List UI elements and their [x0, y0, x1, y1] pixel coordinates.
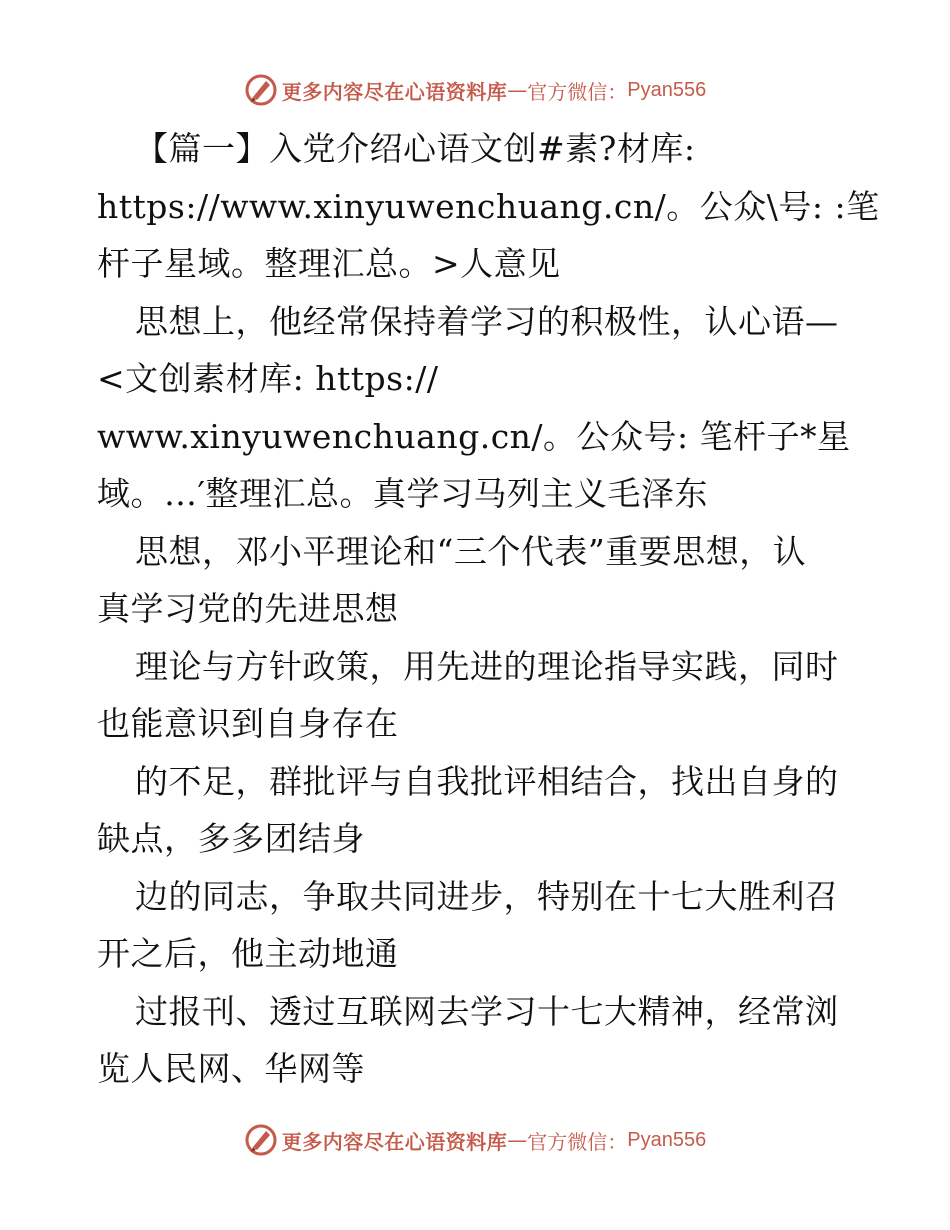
text-line: 览人民网、华网等: [97, 1049, 365, 1088]
text-line: 思想，邓小平理论和“三个代表”重要思想，认: [135, 531, 807, 571]
banner-contact-label: 官方微信：: [527, 1129, 628, 1154]
document-body: [97, 120, 880, 1098]
quill-pen-icon: [244, 1123, 278, 1157]
text-line: 真学习党的先进思想: [97, 589, 399, 628]
text-line: www.xinyuwenchuang.cn/。公众号: 笔杆子*星: [97, 416, 851, 456]
banner-separator: —: [507, 1128, 528, 1152]
text-line: 思想上，他经常保持着学习的积极性，认心语—: [135, 301, 839, 341]
text-line: <文创素材库: https://: [97, 359, 439, 398]
text-line: 理论与方针政策，用先进的理论指导实践，同时: [135, 646, 839, 686]
text-line: 杆子星域。整理汇总。>人意见: [97, 244, 561, 283]
banner-title: 更多内容尽在心语资料库: [281, 1129, 508, 1154]
text-line: 也能意识到自身存在: [97, 704, 399, 743]
banner-contact-handle: Pyan556: [627, 78, 707, 101]
text-line: 过报刊、透过互联网去学习十七大精神，经常浏: [135, 991, 839, 1031]
text-line: 开之后，他主动地通: [97, 934, 399, 973]
footer-banner: [0, 1120, 950, 1160]
text-line: 的不足，群批评与自我批评相结合，找出自身的: [135, 761, 839, 801]
banner-title: 更多内容尽在心语资料库: [281, 79, 508, 104]
text-line: 【篇一】入党介绍心语文创#素?材库:: [135, 129, 696, 168]
text-line: 边的同志，争取共同进步，特别在十七大胜利召: [135, 876, 839, 916]
text-line: 域。…′整理汇总。真学习马列主义毛泽东: [97, 474, 708, 513]
banner-contact-label: 官方微信：: [527, 79, 628, 104]
banner-contact-handle: Pyan556: [627, 1128, 707, 1151]
text-line: 缺点，多多团结身: [97, 819, 365, 858]
quill-pen-icon: [244, 73, 278, 107]
text-line: https://www.xinyuwenchuang.cn/。公众\号: :笔: [97, 186, 880, 226]
banner-separator: —: [507, 78, 528, 102]
header-banner: [0, 70, 950, 110]
